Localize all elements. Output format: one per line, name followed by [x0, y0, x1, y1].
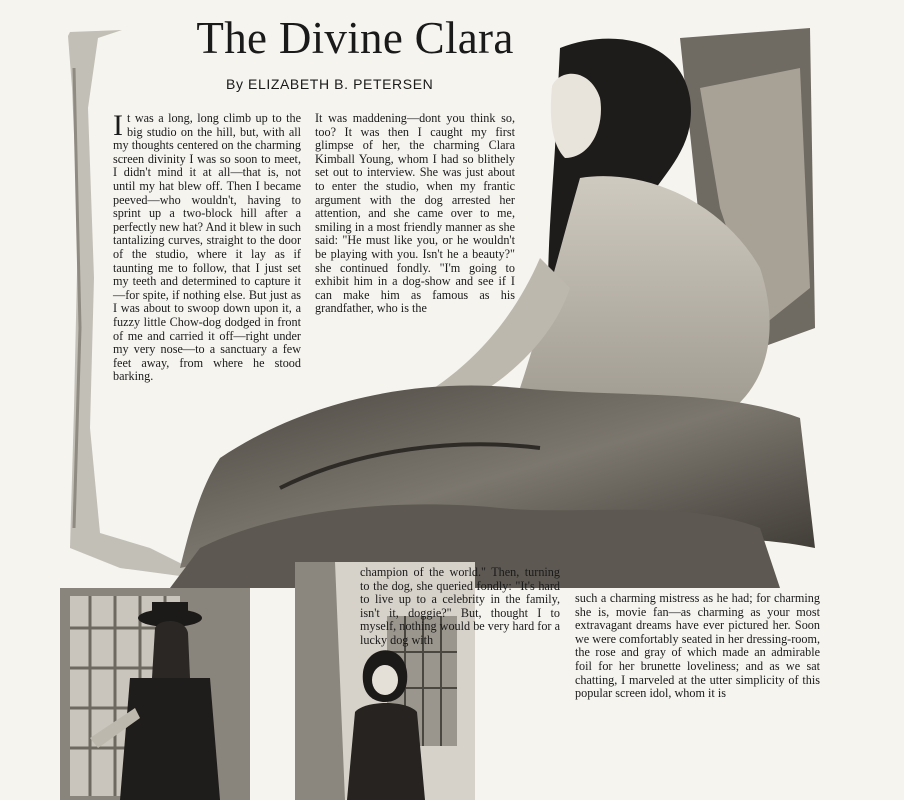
article-title: The Divine Clara: [196, 13, 514, 63]
column-1: [113, 109, 301, 384]
column-4: [575, 592, 820, 701]
column-2-text: It was maddening—dont you think so, too? It was then I caught my first glimpse of her, the charming Clara Kimball Young, whom I had so blithely set out to interview. She was just about to enter the studio, when my frantic argument with the dog arrested her attention, and she came over to me, smiling in a most friendly manner as she said: "He must like you, or he wouldn't be playing with you. Isn't he a beauty?" she continued fondly. "I'm going to exhibit him in a dog-show and see if I can make him as famous as his grandfather, who is the: [315, 111, 515, 316]
drop-cap: I: [113, 109, 123, 142]
column-2: [315, 112, 515, 316]
column-4-text: such a charming mistress as he had; for charming she is, movie fan—as charming as your most extravagant dreams have ever pictured her. Soon we were comfortably seated in her dressing-room, the rose and gray of which made an admirable foil for her brunette loveliness; and as we sat chatting, I marveled at the utter simplicity of this popular screen idol, whom it is: [575, 591, 820, 701]
column-3: [360, 566, 560, 648]
column-1-text: t was a long, long climb up to the big studio on the hill, but, with all my thoughts centered on the charming screen divinity I was so soon to meet, I didn't mind it at all—that is, not until my hat blew off. Then I became peeved—who wouldn't, having to sprint up a two-block hill after a perfectly new hat? And it blew in such tantalizing curves, straight to the door of the studio, where it lay as if taunting me to follow, that I just set my teeth and determined to capture it—for spite, if nothing else. But just as I was about to swoop down upon it, a fuzzy little Chow-dog dodged in front of me and carried it off—right under my very nose—to a sanctuary a few feet away, from where he stood barking.: [113, 111, 301, 384]
column-3-text: champion of the world." Then, turning to the dog, she queried fondly: "It's hard to live up to a celebrity in the family, isn't it, doggie?" But, thought I to myself, nothing would be very hard for a lucky dog with: [360, 565, 560, 647]
article-byline: By ELIZABETH B. PETERSEN: [226, 76, 434, 92]
photo-bearded-man: [60, 588, 250, 800]
